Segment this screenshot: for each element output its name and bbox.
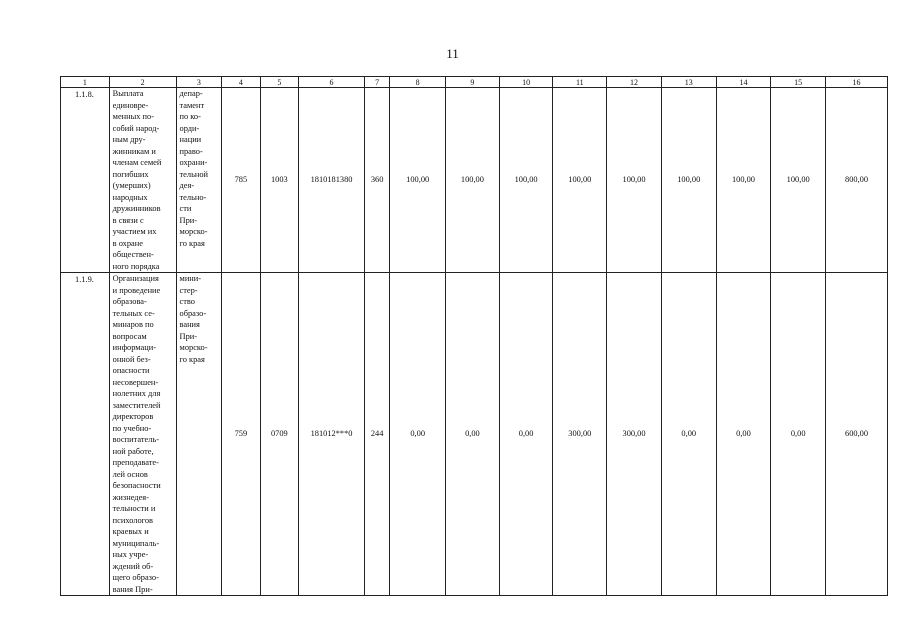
grbs-code: 785 bbox=[222, 88, 261, 273]
year-value: 0,00 bbox=[390, 273, 446, 596]
page-number: 11 bbox=[446, 46, 459, 61]
total-value: 800,00 bbox=[826, 88, 888, 273]
column-header: 10 bbox=[499, 77, 553, 88]
grbs-code: 759 bbox=[222, 273, 261, 596]
column-header: 14 bbox=[716, 77, 771, 88]
year-value: 0,00 bbox=[771, 273, 826, 596]
column-header: 1 bbox=[61, 77, 110, 88]
expense-type-code: 360 bbox=[364, 88, 389, 273]
executor: мини- стер- ство образо- вания При- морско- го края bbox=[176, 273, 222, 596]
column-header: 7 bbox=[364, 77, 389, 88]
year-value: 100,00 bbox=[607, 88, 662, 273]
column-header: 5 bbox=[260, 77, 299, 88]
column-header: 3 bbox=[176, 77, 222, 88]
column-header: 2 bbox=[109, 77, 176, 88]
row-code: 1.1.9. bbox=[61, 273, 110, 596]
column-header: 13 bbox=[661, 77, 716, 88]
year-value: 300,00 bbox=[607, 273, 662, 596]
column-header: 16 bbox=[826, 77, 888, 88]
year-value: 100,00 bbox=[553, 88, 607, 273]
year-value: 100,00 bbox=[716, 88, 771, 273]
row-code: 1.1.8. bbox=[61, 88, 110, 273]
year-value: 0,00 bbox=[716, 273, 771, 596]
column-header: 11 bbox=[553, 77, 607, 88]
header-row bbox=[61, 77, 888, 88]
executor: депар- тамент по ко- орди- нации право- охрани- тельной дея- тельно- сти При- морско- го края bbox=[176, 88, 222, 273]
year-value: 100,00 bbox=[661, 88, 716, 273]
column-header: 8 bbox=[390, 77, 446, 88]
expense-type-code: 244 bbox=[364, 273, 389, 596]
section-code: 1003 bbox=[260, 88, 299, 273]
year-value: 100,00 bbox=[499, 88, 553, 273]
table-row bbox=[61, 273, 888, 596]
year-value: 100,00 bbox=[446, 88, 500, 273]
column-header: 6 bbox=[299, 77, 365, 88]
table-row bbox=[61, 88, 888, 273]
year-value: 100,00 bbox=[771, 88, 826, 273]
year-value: 100,00 bbox=[390, 88, 446, 273]
year-value: 0,00 bbox=[446, 273, 500, 596]
target-article-code: 1810181380 bbox=[299, 88, 365, 273]
year-value: 0,00 bbox=[499, 273, 553, 596]
year-value: 300,00 bbox=[553, 273, 607, 596]
total-value: 600,00 bbox=[826, 273, 888, 596]
column-header: 4 bbox=[222, 77, 261, 88]
activity-name: Организация и проведение образова- тельных се- минаров по вопросам информаци- онной без- опасности несовершен- нолетних для заместителей директоров по учебно- воспитатель- ной работе, преподавате- лей основ безопасности жизнедея- тельности и психологов краевых и муниципаль- ных учре- ждений об- щего образо- вания При- bbox=[109, 273, 176, 596]
activity-name: Выплата единовре- менных по- собий народ- ным дру- жинникам и членам семей погибших (умерших) народных дружинников в связи с участием их в охране обществен- ного порядка bbox=[109, 88, 176, 273]
column-header: 9 bbox=[446, 77, 500, 88]
program-table bbox=[60, 76, 888, 596]
target-article-code: 181012***0 bbox=[299, 273, 365, 596]
column-header: 15 bbox=[771, 77, 826, 88]
section-code: 0709 bbox=[260, 273, 299, 596]
column-header: 12 bbox=[607, 77, 662, 88]
year-value: 0,00 bbox=[661, 273, 716, 596]
